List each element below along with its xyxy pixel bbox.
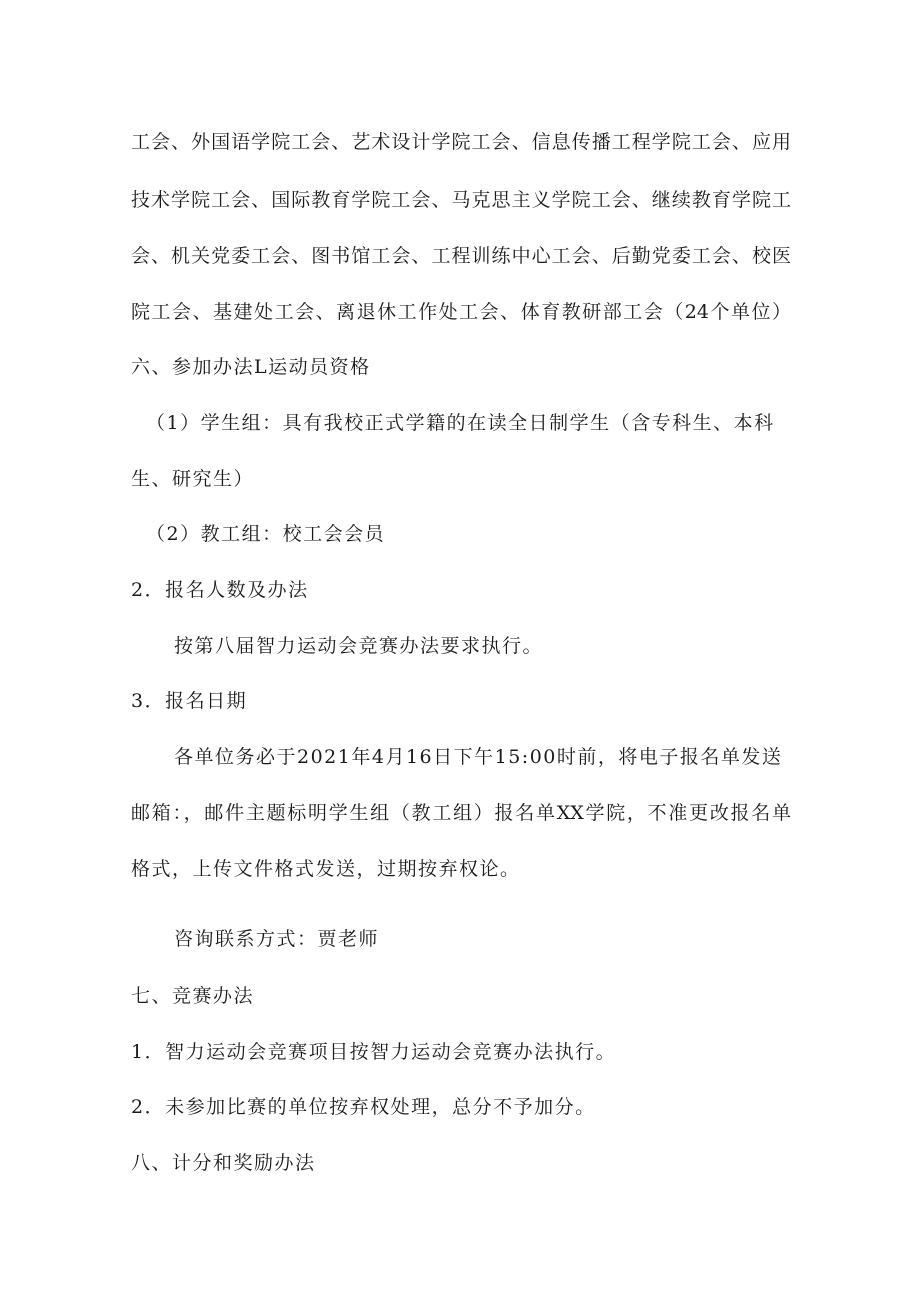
paragraph-line: 2．未参加比赛的单位按弃权处理，总分不予加分。	[131, 1096, 596, 1118]
subsection-heading: 3．报名日期	[131, 690, 248, 712]
paragraph-line: 会、机关党委工会、图书馆工会、工程训练中心工会、后勤党委工会、校医	[131, 245, 791, 267]
section-heading: 八、计分和奖励办法	[131, 1152, 316, 1174]
paragraph-line: （1）学生组：具有我校正式学籍的在读全日制学生（含专科生、本科	[146, 412, 775, 434]
paragraph-line: 院工会、基建处工会、离退休工作处工会、体育教研部工会（24个单位）	[131, 301, 791, 323]
paragraph-line: 按第八届智力运动会竞赛办法要求执行。	[174, 635, 544, 657]
paragraph-line: 邮箱：，邮件主题标明学生组（教工组）报名单XX学院，不准更改报名单	[131, 802, 791, 824]
paragraph-line: 各单位务必于2021年4月16日下午15:00时前，将电子报名单发送	[174, 746, 783, 768]
contact-line: 咨询联系方式：贾老师	[174, 928, 380, 950]
paragraph-line: （2）教工组：校工会会员	[146, 523, 386, 545]
paragraph-line: 1．智力运动会竞赛项目按智力运动会竞赛办法执行。	[131, 1041, 617, 1063]
paragraph-line: 工会、外国语学院工会、艺术设计学院工会、信息传播工程学院工会、应用	[131, 131, 791, 153]
paragraph-line: 格式，上传文件格式发送，过期按弃权论。	[131, 858, 521, 880]
paragraph-line: 生、研究生）	[131, 468, 255, 490]
subsection-heading: 2．报名人数及办法	[131, 579, 309, 601]
section-heading: 七、竞赛办法	[131, 985, 255, 1007]
paragraph-line: 技术学院工会、国际教育学院工会、马克思主义学院工会、继续教育学院工	[131, 189, 791, 211]
section-heading: 六、参加办法L运动员资格	[131, 356, 371, 378]
